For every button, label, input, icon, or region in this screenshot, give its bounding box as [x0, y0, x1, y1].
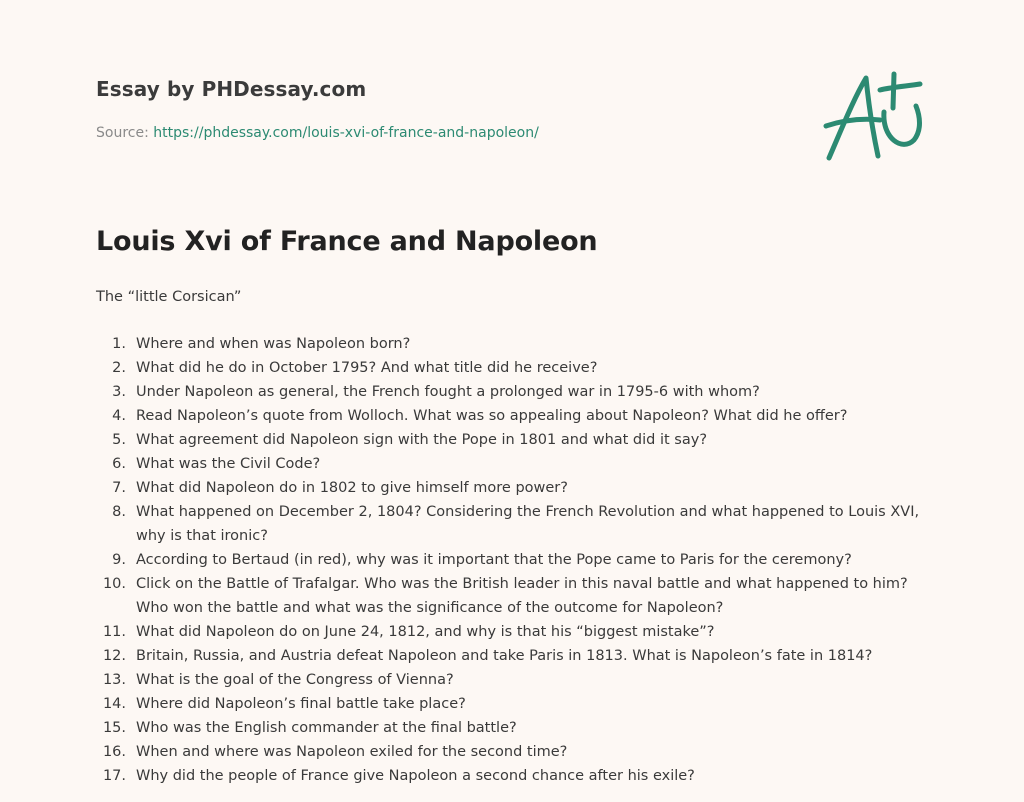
question-list: [96, 332, 936, 788]
question-item: [96, 332, 936, 356]
question-number: 9.: [112, 552, 126, 568]
question-number: 1.: [112, 336, 126, 352]
question-text: Who was the English commander at the final battle?: [136, 720, 517, 736]
question-number: 8.: [112, 504, 126, 520]
source-label: Source:: [96, 125, 154, 141]
source-link[interactable]: https://phdessay.com/louis-xvi-of-france-and-napoleon/: [153, 125, 539, 141]
question-text: What is the goal of the Congress of Vienna?: [136, 672, 454, 688]
question-item: [96, 356, 936, 380]
question-text: What agreement did Napoleon sign with the Pope in 1801 and what did it say?: [136, 432, 708, 448]
question-number: 4.: [112, 408, 126, 424]
question-item: [96, 644, 936, 668]
question-item: [96, 692, 936, 716]
question-number: 13.: [102, 672, 126, 688]
question-number: 17.: [102, 768, 126, 784]
question-text: What happened on December 2, 1804? Considering the French Revolution and what happened to Louis XVI, why is that ironic?: [136, 504, 920, 544]
question-item: [96, 404, 936, 428]
question-item: [96, 548, 936, 572]
question-text: Why did the people of France give Napoleon a second chance after his exile?: [136, 768, 695, 784]
question-item: [96, 476, 936, 500]
question-item: [96, 452, 936, 476]
question-number: 11.: [102, 624, 126, 640]
question-number: 14.: [102, 696, 126, 712]
question-text: Click on the Battle of Trafalgar. Who was the British leader in this naval battle and what happened to him? Who won the battle and what was the significance of the outcome for Napoleon?: [136, 576, 908, 616]
question-item: [96, 380, 936, 404]
question-number: 3.: [112, 384, 126, 400]
question-text: Read Napoleon’s quote from Wolloch. What was so appealing about Napoleon? What did he offer?: [136, 408, 848, 424]
question-item: [96, 572, 936, 620]
question-text: Where and when was Napoleon born?: [136, 336, 411, 352]
question-text: When and where was Napoleon exiled for the second time?: [136, 744, 568, 760]
question-item: [96, 428, 936, 452]
question-text: What did he do in October 1795? And what title did he receive?: [136, 360, 598, 376]
question-number: 10.: [102, 576, 126, 592]
question-item: [96, 716, 936, 740]
question-number: 6.: [112, 456, 126, 472]
question-item: [96, 740, 936, 764]
essay-intro: The “little Corsican”: [96, 289, 242, 305]
question-text: Britain, Russia, and Austria defeat Napoleon and take Paris in 1813. What is Napoleon’s fate in 1814?: [136, 648, 873, 664]
question-item: [96, 620, 936, 644]
question-number: 5.: [112, 432, 126, 448]
question-text: Under Napoleon as general, the French fought a prolonged war in 1795-6 with whom?: [136, 384, 760, 400]
question-text: What did Napoleon do in 1802 to give himself more power?: [136, 480, 568, 496]
question-number: 16.: [102, 744, 126, 760]
question-text: What was the Civil Code?: [136, 456, 321, 472]
question-item: [96, 764, 936, 788]
question-number: 2.: [112, 360, 126, 376]
question-item: [96, 668, 936, 692]
question-number: 15.: [102, 720, 126, 736]
site-brand: Essay by PHDessay.com: [96, 77, 367, 101]
question-number: 7.: [112, 480, 126, 496]
question-text: Where did Napoleon’s final battle take place?: [136, 696, 466, 712]
a-plus-logo-icon: [822, 68, 928, 164]
essay-title: Louis Xvi of France and Napoleon: [96, 226, 598, 257]
question-text: What did Napoleon do on June 24, 1812, and why is that his “biggest mistake”?: [136, 624, 715, 640]
source-line: [96, 125, 539, 141]
question-number: 12.: [102, 648, 126, 664]
question-text: According to Bertaud (in red), why was it important that the Pope came to Paris for the ceremony?: [136, 552, 852, 568]
question-item: [96, 500, 936, 548]
